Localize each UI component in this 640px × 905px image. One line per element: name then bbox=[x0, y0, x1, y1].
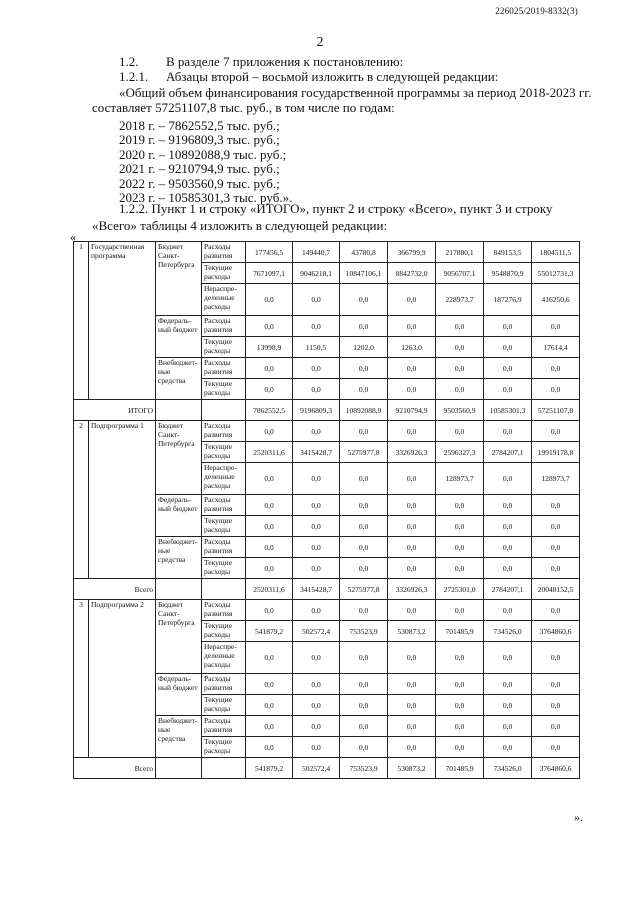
value-cell: 0,0 bbox=[436, 421, 484, 442]
expense-type: Текущие расходы bbox=[202, 442, 246, 463]
value-cell: 0,0 bbox=[340, 316, 388, 337]
value-cell: 8842732,0 bbox=[388, 263, 436, 284]
empty-cell bbox=[156, 579, 202, 600]
value-cell: 0,0 bbox=[293, 600, 340, 621]
value-cell: 0,0 bbox=[293, 674, 340, 695]
value-cell: 0,0 bbox=[484, 537, 532, 558]
value-cell: 0,0 bbox=[484, 737, 532, 758]
total-value-cell: 2520311,6 bbox=[246, 579, 293, 600]
year-line: 2020 г. – 10892088,9 тыс. руб.; bbox=[119, 147, 287, 162]
value-cell: 0,0 bbox=[388, 737, 436, 758]
value-cell: 0,0 bbox=[293, 558, 340, 579]
funding-source: Федераль-ный бюджет bbox=[156, 674, 202, 716]
value-cell: 3326926,3 bbox=[388, 442, 436, 463]
value-cell: 0,0 bbox=[388, 358, 436, 379]
value-cell: 0,0 bbox=[340, 358, 388, 379]
value-cell: 502572,4 bbox=[293, 621, 340, 642]
value-cell: 849153,5 bbox=[484, 242, 532, 263]
row-index: 3 bbox=[74, 600, 89, 758]
value-cell: 0,0 bbox=[246, 716, 293, 737]
value-cell: 0,0 bbox=[532, 316, 580, 337]
quote-open-mark: « bbox=[70, 230, 76, 244]
value-cell: 2784207,1 bbox=[484, 442, 532, 463]
value-cell: 0,0 bbox=[436, 674, 484, 695]
value-cell: 55012731,3 bbox=[532, 263, 580, 284]
value-cell: 3415428,7 bbox=[293, 442, 340, 463]
value-cell: 43780,8 bbox=[340, 242, 388, 263]
funding-source: Федераль-ный бюджет bbox=[156, 316, 202, 358]
total-value-cell: 10585301,3 bbox=[484, 400, 532, 421]
value-cell: 0,0 bbox=[388, 642, 436, 674]
value-cell: 734526,0 bbox=[484, 621, 532, 642]
expense-type: Текущие расходы bbox=[202, 737, 246, 758]
value-cell: 0,0 bbox=[436, 516, 484, 537]
value-cell: 0,0 bbox=[388, 316, 436, 337]
total-value-cell: 701485,9 bbox=[436, 758, 484, 779]
table-row bbox=[74, 600, 580, 621]
expense-type: Расходы развития bbox=[202, 421, 246, 442]
value-cell: 0,0 bbox=[340, 642, 388, 674]
expense-type: Текущие расходы bbox=[202, 379, 246, 400]
value-cell: 0,0 bbox=[484, 600, 532, 621]
value-cell: 0,0 bbox=[388, 516, 436, 537]
para-1-number: 1.2. bbox=[119, 54, 139, 69]
value-cell: 0,0 bbox=[293, 716, 340, 737]
value-cell: 10847106,1 bbox=[340, 263, 388, 284]
value-cell: 1263,0 bbox=[388, 337, 436, 358]
value-cell: 128973,7 bbox=[436, 463, 484, 495]
row-index: 1 bbox=[74, 242, 89, 400]
value-cell: 0,0 bbox=[484, 379, 532, 400]
total-value-cell: 2725301,0 bbox=[436, 579, 484, 600]
expense-type: Расходы развития bbox=[202, 716, 246, 737]
expense-type: Нераспре-деленные расходы bbox=[202, 642, 246, 674]
value-cell: 0,0 bbox=[246, 421, 293, 442]
expense-type: Текущие расходы bbox=[202, 695, 246, 716]
value-cell: 9046218,1 bbox=[293, 263, 340, 284]
value-cell: 0,0 bbox=[293, 463, 340, 495]
value-cell: 0,0 bbox=[246, 358, 293, 379]
page-number: 2 bbox=[316, 35, 324, 50]
value-cell: 701485,9 bbox=[436, 621, 484, 642]
value-cell: 0,0 bbox=[293, 695, 340, 716]
value-cell: 128973,7 bbox=[532, 463, 580, 495]
expense-type: Текущие расходы bbox=[202, 337, 246, 358]
value-cell: 1804511,5 bbox=[532, 242, 580, 263]
value-cell: 0,0 bbox=[340, 695, 388, 716]
value-cell: 0,0 bbox=[388, 716, 436, 737]
value-cell: 0,0 bbox=[484, 463, 532, 495]
value-cell: 228973,7 bbox=[436, 284, 484, 316]
total-value-cell: 9210794,9 bbox=[388, 400, 436, 421]
value-cell: 0,0 bbox=[293, 316, 340, 337]
value-cell: 0,0 bbox=[340, 558, 388, 579]
value-cell: 187276,9 bbox=[484, 284, 532, 316]
value-cell: 0,0 bbox=[436, 337, 484, 358]
value-cell: 5275977,8 bbox=[340, 442, 388, 463]
expense-type: Расходы развития bbox=[202, 242, 246, 263]
year-line: 2019 г. – 9196809,3 тыс. руб.; bbox=[119, 132, 280, 147]
expense-type: Расходы развития bbox=[202, 537, 246, 558]
table-row bbox=[74, 242, 580, 263]
value-cell: 0,0 bbox=[340, 421, 388, 442]
value-cell: 0,0 bbox=[484, 358, 532, 379]
value-cell: 0,0 bbox=[532, 537, 580, 558]
para-2-number: 1.2.1. bbox=[119, 69, 149, 84]
value-cell: 7671097,1 bbox=[246, 263, 293, 284]
total-value-cell: 3764860,6 bbox=[532, 758, 580, 779]
table-row bbox=[74, 421, 580, 442]
value-cell: 1202,0 bbox=[340, 337, 388, 358]
value-cell: 0,0 bbox=[340, 537, 388, 558]
value-cell: 0,0 bbox=[388, 695, 436, 716]
value-cell: 0,0 bbox=[246, 516, 293, 537]
total-row bbox=[74, 579, 580, 600]
total-label: Всего bbox=[74, 579, 156, 600]
para-2-text: Абзацы второй – восьмой изложить в следующей редакции: bbox=[166, 69, 499, 84]
value-cell: 0,0 bbox=[246, 495, 293, 516]
para-3-line-1: «Общий объем финансирования государственной программы за период 2018-2023 гг. bbox=[119, 85, 592, 100]
total-value-cell: 9503560,9 bbox=[436, 400, 484, 421]
value-cell: 177456,5 bbox=[246, 242, 293, 263]
program-name: Государственная программа bbox=[89, 242, 156, 400]
year-line: 2021 г. – 9210794,9 тыс. руб.; bbox=[119, 161, 280, 176]
value-cell: 9056707,1 bbox=[436, 263, 484, 284]
value-cell: 0,0 bbox=[484, 495, 532, 516]
funding-source: Внебюджет-ные средства bbox=[156, 716, 202, 758]
value-cell: 0,0 bbox=[484, 716, 532, 737]
value-cell: 0,0 bbox=[436, 695, 484, 716]
funding-source: Федераль-ный бюджет bbox=[156, 495, 202, 537]
empty-cell bbox=[202, 400, 246, 421]
value-cell: 0,0 bbox=[388, 558, 436, 579]
value-cell: 0,0 bbox=[293, 737, 340, 758]
value-cell: 0,0 bbox=[532, 558, 580, 579]
value-cell: 0,0 bbox=[532, 716, 580, 737]
document-number: 226025/2019-8332(3) bbox=[495, 6, 578, 16]
value-cell: 0,0 bbox=[532, 737, 580, 758]
value-cell: 0,0 bbox=[436, 600, 484, 621]
value-cell: 0,0 bbox=[388, 379, 436, 400]
value-cell: 366799,9 bbox=[388, 242, 436, 263]
expense-type: Расходы развития bbox=[202, 495, 246, 516]
value-cell: 0,0 bbox=[484, 642, 532, 674]
total-label: Всего bbox=[74, 758, 156, 779]
total-value-cell: 753523,9 bbox=[340, 758, 388, 779]
expense-type: Нераспре-деленные расходы bbox=[202, 463, 246, 495]
value-cell: 0,0 bbox=[340, 463, 388, 495]
total-value-cell: 57251107,8 bbox=[532, 400, 580, 421]
value-cell: 0,0 bbox=[484, 516, 532, 537]
total-value-cell: 734526,0 bbox=[484, 758, 532, 779]
value-cell: 0,0 bbox=[436, 716, 484, 737]
value-cell: 0,0 bbox=[436, 558, 484, 579]
total-value-cell: 530873,2 bbox=[388, 758, 436, 779]
value-cell: 0,0 bbox=[293, 421, 340, 442]
value-cell: 0,0 bbox=[388, 600, 436, 621]
total-value-cell: 541879,2 bbox=[246, 758, 293, 779]
value-cell: 2520311,6 bbox=[246, 442, 293, 463]
expense-type: Нераспре-деленные расходы bbox=[202, 284, 246, 316]
value-cell: 0,0 bbox=[436, 495, 484, 516]
value-cell: 0,0 bbox=[388, 463, 436, 495]
funding-source: Бюджет Санкт-Петербурга bbox=[156, 600, 202, 674]
value-cell: 0,0 bbox=[340, 674, 388, 695]
value-cell: 217880,1 bbox=[436, 242, 484, 263]
empty-cell bbox=[202, 579, 246, 600]
value-cell: 0,0 bbox=[246, 463, 293, 495]
value-cell: 0,0 bbox=[293, 537, 340, 558]
value-cell: 530873,2 bbox=[388, 621, 436, 642]
total-value-cell: 3326926,3 bbox=[388, 579, 436, 600]
total-value-cell: 9196809,3 bbox=[293, 400, 340, 421]
value-cell: 17614,4 bbox=[532, 337, 580, 358]
value-cell: 753523,9 bbox=[340, 621, 388, 642]
para-1-text: В разделе 7 приложения к постановлению: bbox=[166, 54, 404, 69]
value-cell: 2596327,3 bbox=[436, 442, 484, 463]
row-index: 2 bbox=[74, 421, 89, 579]
value-cell: 3764860,6 bbox=[532, 621, 580, 642]
expense-type: Текущие расходы bbox=[202, 516, 246, 537]
value-cell: 0,0 bbox=[246, 674, 293, 695]
value-cell: 0,0 bbox=[484, 337, 532, 358]
value-cell: 0,0 bbox=[388, 674, 436, 695]
expense-type: Расходы развития bbox=[202, 674, 246, 695]
value-cell: 0,0 bbox=[388, 421, 436, 442]
expense-type: Текущие расходы bbox=[202, 263, 246, 284]
para-3-line-2: составляет 57251107,8 тыс. руб., в том числе по годам: bbox=[92, 100, 395, 115]
year-line: 2018 г. – 7862552,5 тыс. руб.; bbox=[119, 118, 280, 133]
value-cell: 0,0 bbox=[436, 642, 484, 674]
empty-cell bbox=[156, 758, 202, 779]
expense-type: Расходы развития bbox=[202, 316, 246, 337]
funding-source: Внебюджет-ные средства bbox=[156, 537, 202, 579]
value-cell: 13998,9 bbox=[246, 337, 293, 358]
value-cell: 19919178,8 bbox=[532, 442, 580, 463]
quote-close-mark: ». bbox=[574, 810, 583, 824]
total-label: ИТОГО bbox=[74, 400, 156, 421]
value-cell: 541879,2 bbox=[246, 621, 293, 642]
total-value-cell: 3415428,7 bbox=[293, 579, 340, 600]
value-cell: 0,0 bbox=[293, 379, 340, 400]
value-cell: 0,0 bbox=[532, 358, 580, 379]
value-cell: 0,0 bbox=[340, 516, 388, 537]
value-cell: 0,0 bbox=[293, 284, 340, 316]
program-name: Подпрограмма 1 bbox=[89, 421, 156, 579]
total-value-cell: 7862552,5 bbox=[246, 400, 293, 421]
value-cell: 0,0 bbox=[532, 600, 580, 621]
total-row bbox=[74, 758, 580, 779]
value-cell: 0,0 bbox=[532, 516, 580, 537]
value-cell: 0,0 bbox=[293, 358, 340, 379]
value-cell: 0,0 bbox=[532, 642, 580, 674]
total-row bbox=[74, 400, 580, 421]
value-cell: 0,0 bbox=[532, 674, 580, 695]
expense-type: Текущие расходы bbox=[202, 621, 246, 642]
value-cell: 416250,6 bbox=[532, 284, 580, 316]
value-cell: 0,0 bbox=[246, 379, 293, 400]
value-cell: 0,0 bbox=[246, 642, 293, 674]
value-cell: 0,0 bbox=[246, 284, 293, 316]
value-cell: 0,0 bbox=[340, 600, 388, 621]
value-cell: 0,0 bbox=[436, 358, 484, 379]
para-4-line-2: «Всего» таблицы 4 изложить в следующей редакции: bbox=[92, 218, 388, 233]
value-cell: 0,0 bbox=[293, 642, 340, 674]
value-cell: 0,0 bbox=[388, 284, 436, 316]
value-cell: 0,0 bbox=[484, 558, 532, 579]
value-cell: 0,0 bbox=[436, 316, 484, 337]
year-line: 2022 г. – 9503560,9 тыс. руб.; bbox=[119, 176, 280, 191]
value-cell: 0,0 bbox=[436, 379, 484, 400]
value-cell: 0,0 bbox=[532, 421, 580, 442]
value-cell: 0,0 bbox=[246, 695, 293, 716]
value-cell: 0,0 bbox=[246, 537, 293, 558]
empty-cell bbox=[202, 758, 246, 779]
total-value-cell: 2784207,1 bbox=[484, 579, 532, 600]
value-cell: 0,0 bbox=[484, 421, 532, 442]
value-cell: 0,0 bbox=[532, 695, 580, 716]
value-cell: 0,0 bbox=[340, 284, 388, 316]
value-cell: 0,0 bbox=[532, 495, 580, 516]
funding-source: Внебюджет-ные средства bbox=[156, 358, 202, 400]
value-cell: 0,0 bbox=[340, 716, 388, 737]
total-value-cell: 5275977,8 bbox=[340, 579, 388, 600]
value-cell: 0,0 bbox=[484, 316, 532, 337]
financing-table bbox=[73, 241, 580, 779]
value-cell: 0,0 bbox=[246, 600, 293, 621]
value-cell: 0,0 bbox=[484, 695, 532, 716]
value-cell: 0,0 bbox=[532, 379, 580, 400]
value-cell: 0,0 bbox=[246, 737, 293, 758]
total-value-cell: 502572,4 bbox=[293, 758, 340, 779]
total-value-cell: 20048152,5 bbox=[532, 579, 580, 600]
value-cell: 0,0 bbox=[484, 674, 532, 695]
funding-source: Бюджет Санкт-Петербурга bbox=[156, 242, 202, 316]
value-cell: 0,0 bbox=[340, 737, 388, 758]
value-cell: 0,0 bbox=[246, 558, 293, 579]
value-cell: 0,0 bbox=[340, 379, 388, 400]
expense-type: Расходы развития bbox=[202, 600, 246, 621]
program-name: Подпрограмма 2 bbox=[89, 600, 156, 758]
funding-source: Бюджет Санкт-Петербурга bbox=[156, 421, 202, 495]
year-line: 2023 г. – 10585301,3 тыс. руб.». bbox=[119, 190, 293, 205]
value-cell: 9548870,9 bbox=[484, 263, 532, 284]
value-cell: 1150,5 bbox=[293, 337, 340, 358]
total-value-cell: 10892088,9 bbox=[340, 400, 388, 421]
value-cell: 0,0 bbox=[388, 537, 436, 558]
value-cell: 0,0 bbox=[436, 737, 484, 758]
empty-cell bbox=[156, 400, 202, 421]
value-cell: 0,0 bbox=[388, 495, 436, 516]
expense-type: Расходы развития bbox=[202, 358, 246, 379]
value-cell: 0,0 bbox=[436, 537, 484, 558]
value-cell: 149440,7 bbox=[293, 242, 340, 263]
value-cell: 0,0 bbox=[293, 516, 340, 537]
value-cell: 0,0 bbox=[340, 495, 388, 516]
value-cell: 0,0 bbox=[293, 495, 340, 516]
value-cell: 0,0 bbox=[246, 316, 293, 337]
para-4-line-1: 1.2.2. Пункт 1 и строку «ИТОГО», пункт 2 и строку «Всего», пункт 3 и строку bbox=[119, 201, 553, 216]
expense-type: Текущие расходы bbox=[202, 558, 246, 579]
